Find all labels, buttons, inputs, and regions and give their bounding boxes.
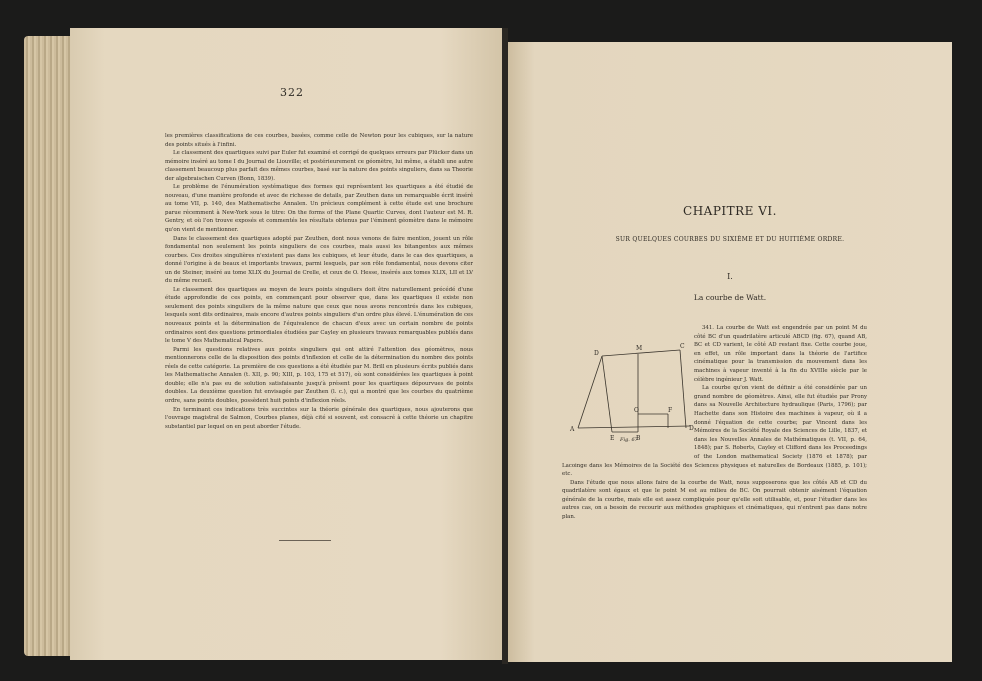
paragraph: Le classement des quartiques suivi par Euler fut examiné et corrigé de quelques erreurs par Plücker dans un mémoire inséré au tome I du Journal de Liouville; et postérieurement ce géomètre, lui même, a établi une autre classement beaucoup plus parfait des mêmes courbes, basé sur la nature des points singuliers, dans sa Theorie der algebraischen Curven (Bonn, 1839). xyxy=(165,150,473,182)
label-a: A xyxy=(570,426,575,433)
left-page-text xyxy=(165,132,473,431)
label-b: B xyxy=(636,435,641,442)
end-rule xyxy=(279,540,331,541)
paragraph: La courbe qu'on vient de définir a été considérée par un grand nombre de géomètres. Ainsi, elle fut étudiée par Prony dans sa Nouvelle Architecture hydraulique (Paris, 1796); par Hachette dans son Histoire des machines à vapeur, où il a donné l'équation de cette courbe; par Vincent dans les Mémoires de la Société Royale des Sciences de Lille, 1837, et dans les Nouvelles Annales de Mathématiques (t. VII, p. 64, 1848); par S. Roberts, Cayley et Clifford dans les Proceedings of the London mathematical Society (1876 et 1878); par Lacoinge dans les Mémoires de la Société des Sciences physiques et naturelles de Bordeaux (1885, p. 101); etc. xyxy=(562,385,867,478)
label-f: F xyxy=(668,407,673,414)
chapter-heading: CHAPITRE VI. xyxy=(683,204,777,218)
label-c: C xyxy=(680,343,685,350)
page-number: 322 xyxy=(280,86,304,99)
figure-caption: Fig. 67 xyxy=(620,437,638,443)
link-b xyxy=(602,356,612,432)
label-d-right: D xyxy=(689,425,694,432)
label-m: M xyxy=(636,345,643,352)
base-line xyxy=(578,426,690,428)
paragraph: les premières classifications de ces courbes, basées, comme celle de Newton pour les cubiques, sur la nature des points situés à l'infini. xyxy=(165,133,473,148)
label-d: D xyxy=(594,350,599,357)
watt-linkage-figure xyxy=(568,340,698,446)
label-o: O xyxy=(634,407,639,414)
section-number: I. xyxy=(727,272,733,281)
paragraph: Le classement des quartiques au moyen de leurs points singuliers doit être naturellement précédé d'une étude approfondie de ces points, en commençant pour observer que, dans les quartiques il existe non seulement des points singuliers de la même nature que ceux que nous avons rencontrés dans les cubiques, lesquels sont dits ordinaires, mais encore d'autres points singuliers d'un ordre plus élevé. L'énumération de ces nouveaux points et la détermination de l'équivalence de chacun d'eux avec un certain nombre de points ordinaires sont des questions primordiales étudiées par Cayley en plusieurs travaux remarquables publiés dans le tome V des Mathematical Papers. xyxy=(165,286,473,345)
paragraph: Parmi les questions relatives aux points singuliers qui ont attiré l'attention des géomètres, nous mentionnerons celle de la disposition des points d'inflexion et celle de la détermination du nombre des points réels de cette catégorie. La première de ces questions a été étudiée par M. Brill en plusieurs écrits publiés dans les Mathematische Annalen (t. XII, p. 90; XIII, p. 103, 175 et 517), où sont considérées les quartiques à point double; elle n'a pas eu de solution satisfaisante jusqu'à présent pour les quartiques dépourvues de points doubles. La deuxième question fut envisagée par Zeuthen (l. c.), qui a montré que les courbes du quatrième ordre, sans points doubles, possèdent huit points d'inflexion réels. xyxy=(165,346,473,404)
label-e: E xyxy=(610,435,615,442)
link-cd xyxy=(680,350,686,428)
paragraph: Dans l'étude que nous allons faire de la courbe de Watt, nous supposerons que les côtés AB et CD du quadrilatère sont égaux et que le point M est au milieu de BC. On pourrait obtenir aisément l'équation générale de la courbe, mais elle est assez compliquée pour qu'elle soit utilisable, et, pour l'étudier dans les autres cas, on a besoin de recourir aux méthodes graphiques et cinématiques, qui n'entrent pas dans notre plan. xyxy=(562,479,867,521)
paragraph: En terminant ces indications très succintes sur la théorie générale des quartiques, nous ajouterons que l'ouvrage magistral de Salmon, Courbes planes, déjà cité si souvent, est consacré à cette théorie un chapitre substantiel par lequel on en peut aborder l'étude. xyxy=(165,406,473,430)
link-da xyxy=(578,356,602,428)
paragraph: 341. La courbe de Watt est engendrée par un point M du côté BC d'un quadrilatère articulé ABCD (fig. 67), quand AB, BC et CD varient, le côté AD restant fixe. Cette courbe joue, en effet, un rôle important dans la théorie de l'artifice cinématique pour la transmission du mouvement dans les machines à vapeur inventé à la fin du XVIIIe siècle par le célèbre ingénieur J. Watt. xyxy=(694,325,867,383)
paragraph: Le problème de l'énumération systématique des formes qui représentent les quartiques a été étudié de nouveau, d'une manière profonde et avec de richesse de details, par Zeuthen dans un remarquable écrit inséré au tome VII, p. 140, des Mathematische Annalen. Un précieux complément à cette étude est une brochure parue récemment à New-York sous le titre: On the forms of the Plane Quartic Curves, dont l'auteur est M. R. Gentry, et où l'on trouve exposés et commentés les résultats obtenus par l'éminent géomètre dans le mémoire qu'on vient de mentionner. xyxy=(165,184,473,234)
chapter-subtitle: SUR QUELQUES COURBES DU SIXIÈME ET DU HUITIÈME ORDRE. xyxy=(615,236,845,243)
paragraph: Dans le classement des quartiques adopté par Zeuthen, dont nous venons de faire mention, jouent un rôle fondamental non seulement les points singuliers de ces courbes, mais aussi les bitangentes aux mêmes courbes. Ces droites singulières n'existent pas dans les cubiques, et leur étude, dans le cas des quartiques, a donné l'origine à de beaux et importants travaux, parmi lesquels, par son rôle fondamental, nous devons citer un de Steiner, inséré au tome XLIX du Journal de Crelle, et ceux de O. Hesse, insérés aux tomes XLIX, LII et LV du même recueil. xyxy=(165,235,473,285)
section-title: La courbe de Watt. xyxy=(693,293,767,302)
